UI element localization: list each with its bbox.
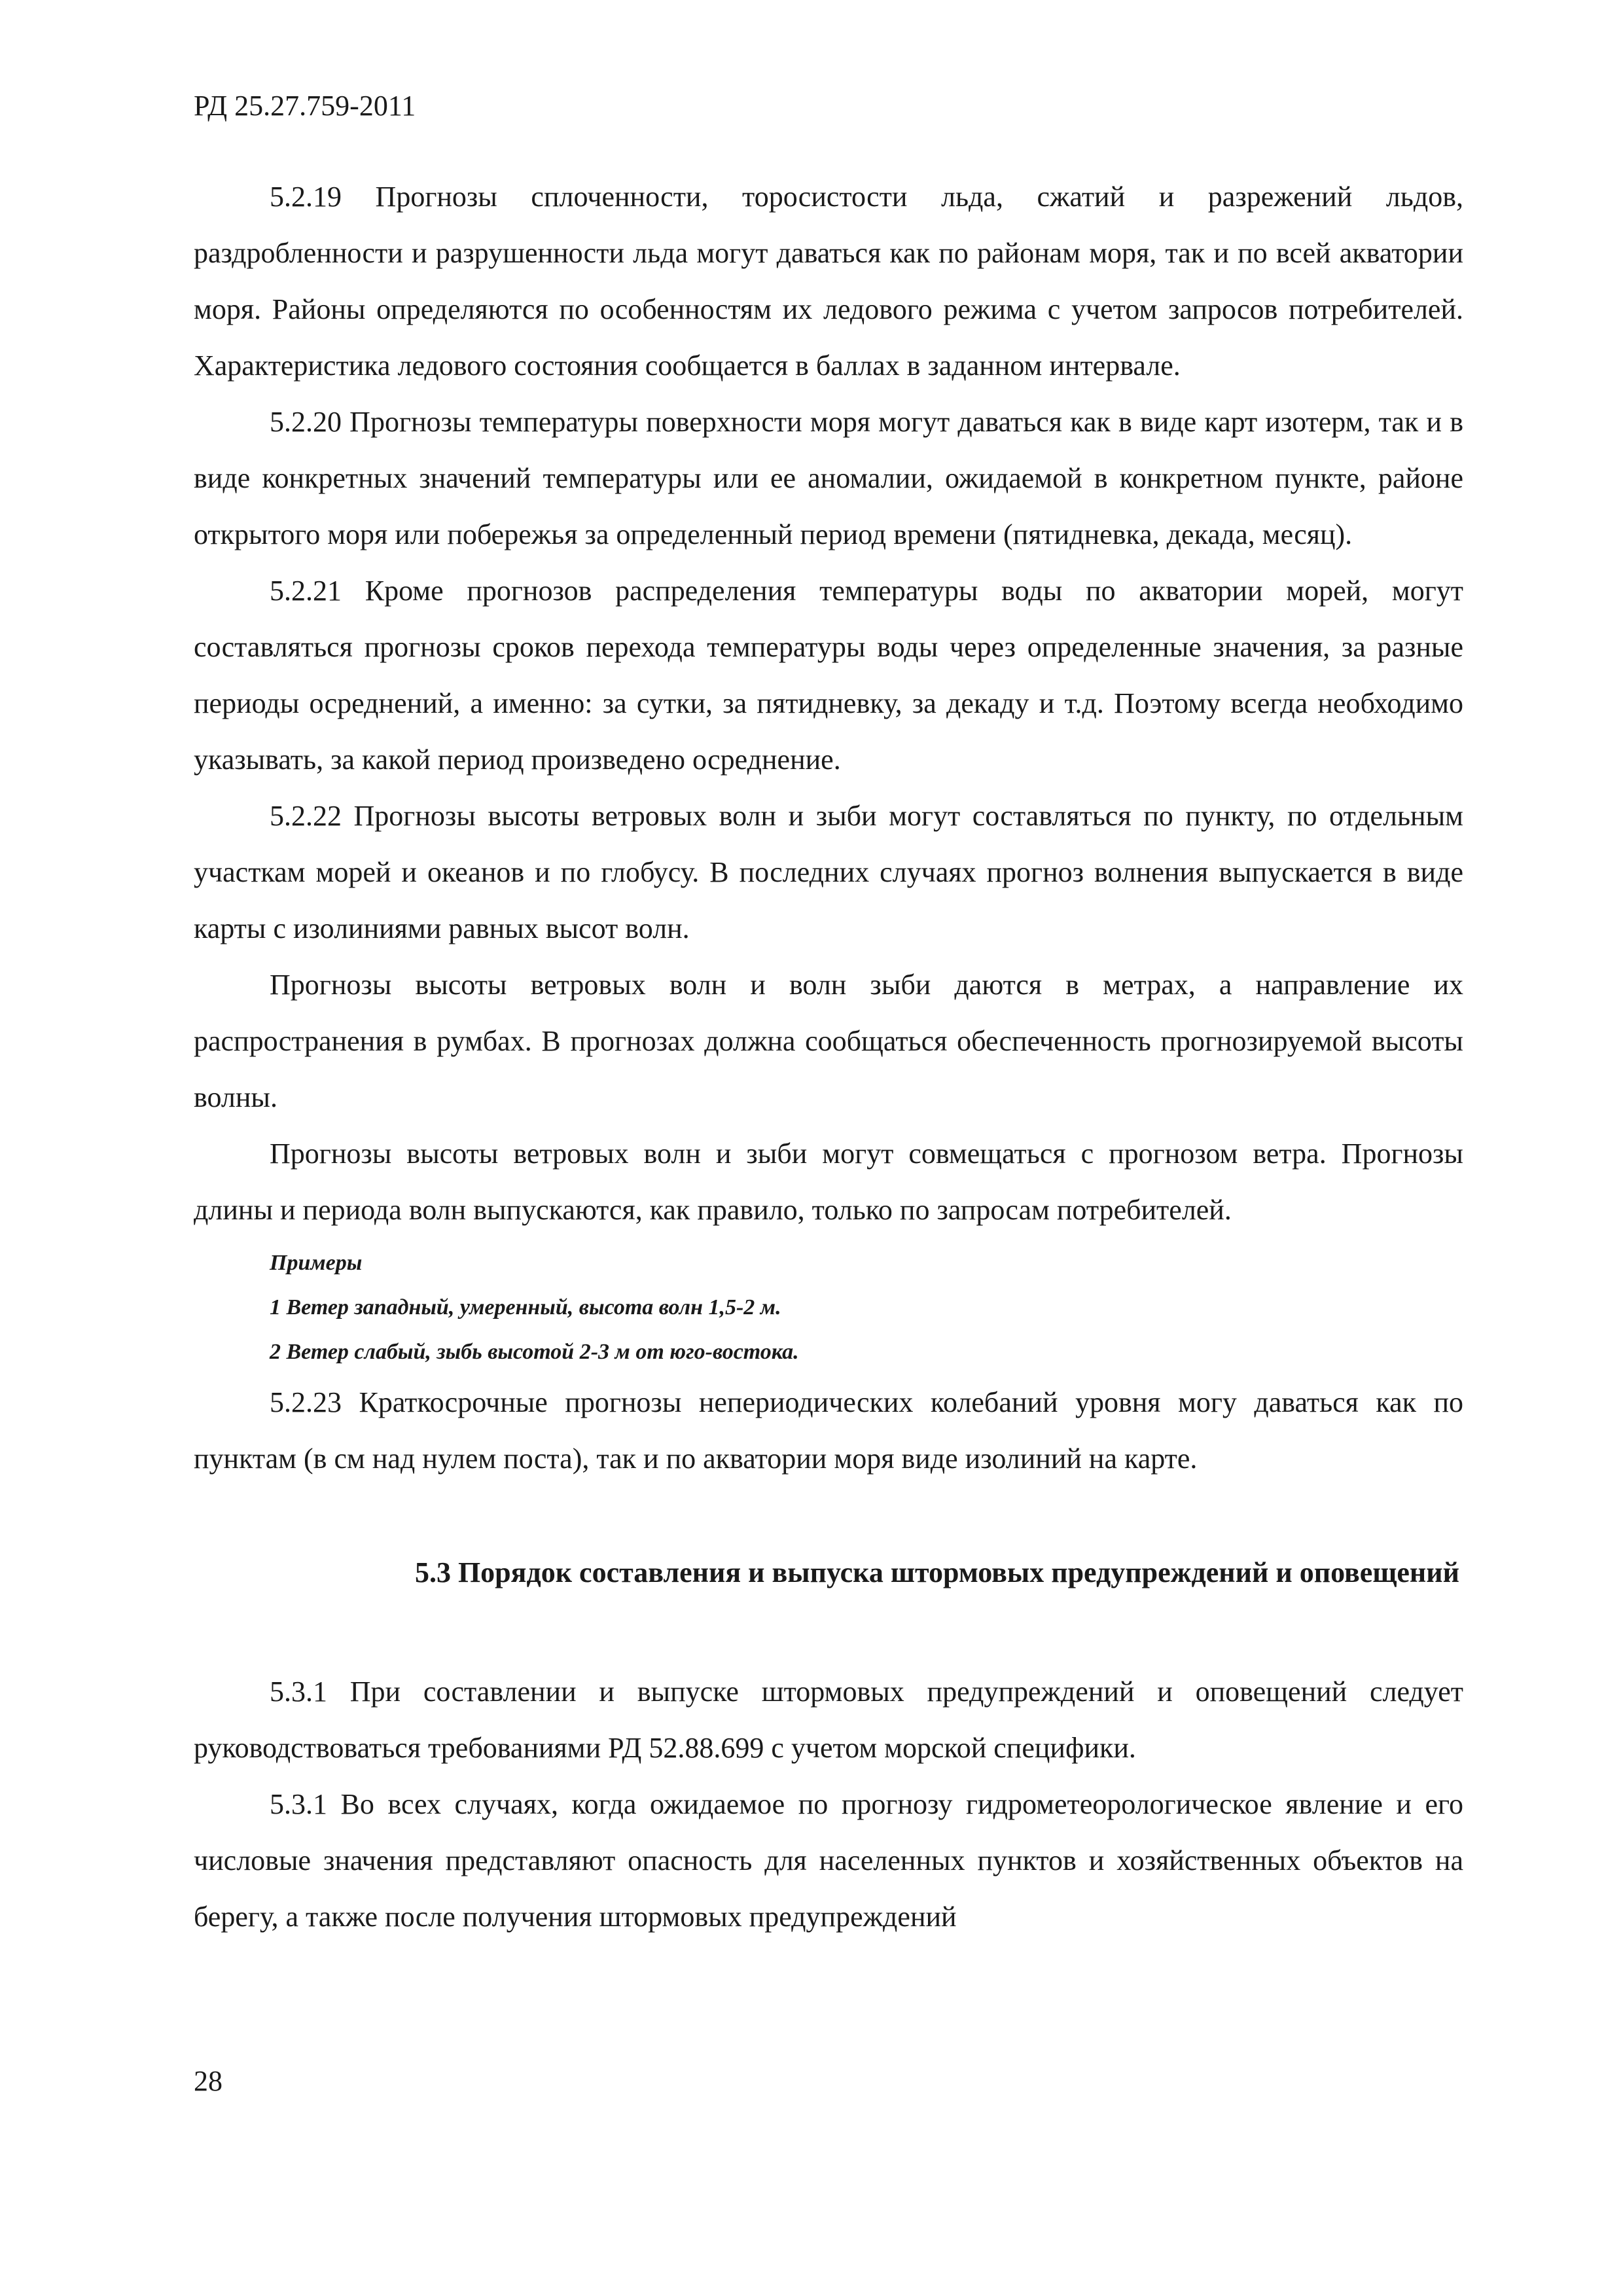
- paragraph-waves-wind: Прогнозы высоты ветровых волн и зыби могут совмещаться с прогнозом ветра. Прогнозы длины и периода волн выпускаются, как правило, только по запросам потребителей.: [194, 1138, 1463, 1226]
- paragraph-5-2-21: 5.2.21 Кроме прогнозов распределения температуры воды по акватории морей, могут составляться прогнозы сроков перехода температуры воды через определенные значения, за разные периоды осреднений, а именно: за сутки, за пятидневку, за декаду и т.д. Поэтому всегда необходимо указывать, за какой период произведено осреднение.: [194, 575, 1463, 776]
- paragraph-5-2-19: 5.2.19 Прогнозы сплоченности, торосистости льда, сжатий и разрежений льдов, раздробленности и разрушенности льда могут даваться как по районам моря, так и по всей акватории моря. Районы определяются по особенностям их ледового режима с учетом запросов потребителей. Характеристика ледового состояния сообщается в баллах в заданном интервале.: [194, 181, 1463, 382]
- paragraph-5-2-23: 5.2.23 Краткосрочные прогнозы непериодических колебаний уровня могу даваться как по пунктам (в см над нулем поста), так и по акватории моря виде изолиний на карте.: [194, 1386, 1463, 1475]
- examples-title: Примеры: [270, 1251, 363, 1275]
- paragraph-5-3-1-b: 5.3.1 Во всех случаях, когда ожидаемое по прогнозу гидрометеорологическое явление и его числовые значения представляют опасность для населенных пунктов и хозяйственных объектов на берегу, а также после получения штормовых предупреждений: [194, 1788, 1463, 1933]
- page-number: 28: [194, 2065, 223, 2097]
- paragraph-5-2-20: 5.2.20 Прогнозы температуры поверхности моря могут даваться как в виде карт изотерм, так и в виде конкретных значений температуры или ее аномалии, ожидаемой в конкретном пункте, районе открытого моря или побережья за определенный период времени (пятидневка, декада, месяц).: [194, 406, 1463, 550]
- document-code-header: РД 25.27.759-2011: [194, 90, 416, 122]
- body-text: [194, 169, 1463, 1945]
- example-item: 1 Ветер западный, умеренный, высота волн 1,5-2 м.: [270, 1295, 781, 1319]
- paragraph-5-3-1-a: 5.3.1 При составлении и выпуске штормовых предупреждений и оповещений следует руководствоваться требованиями РД 52.88.699 с учетом морской специфики.: [194, 1676, 1463, 1764]
- example-item: 2 Ветер слабый, зыбь высотой 2-3 м от юго-востока.: [270, 1340, 799, 1364]
- section-heading-5-3: 5.3 Порядок составления и выпуска штормовых предупреждений и оповещений: [414, 1556, 1459, 1588]
- paragraph-waves-units: Прогнозы высоты ветровых волн и волн зыби даются в метрах, а направление их распространения в румбах. В прогнозах должна сообщаться обеспеченность прогнозируемой высоты волны.: [194, 969, 1463, 1113]
- examples-block: [194, 1241, 1463, 1374]
- paragraph-5-2-22: 5.2.22 Прогнозы высоты ветровых волн и зыби могут составляться по пункту, по отдельным участкам морей и океанов и по глобусу. В последних случаях прогноз волнения выпускается в виде карты с изолиниями равных высот волн.: [194, 800, 1463, 944]
